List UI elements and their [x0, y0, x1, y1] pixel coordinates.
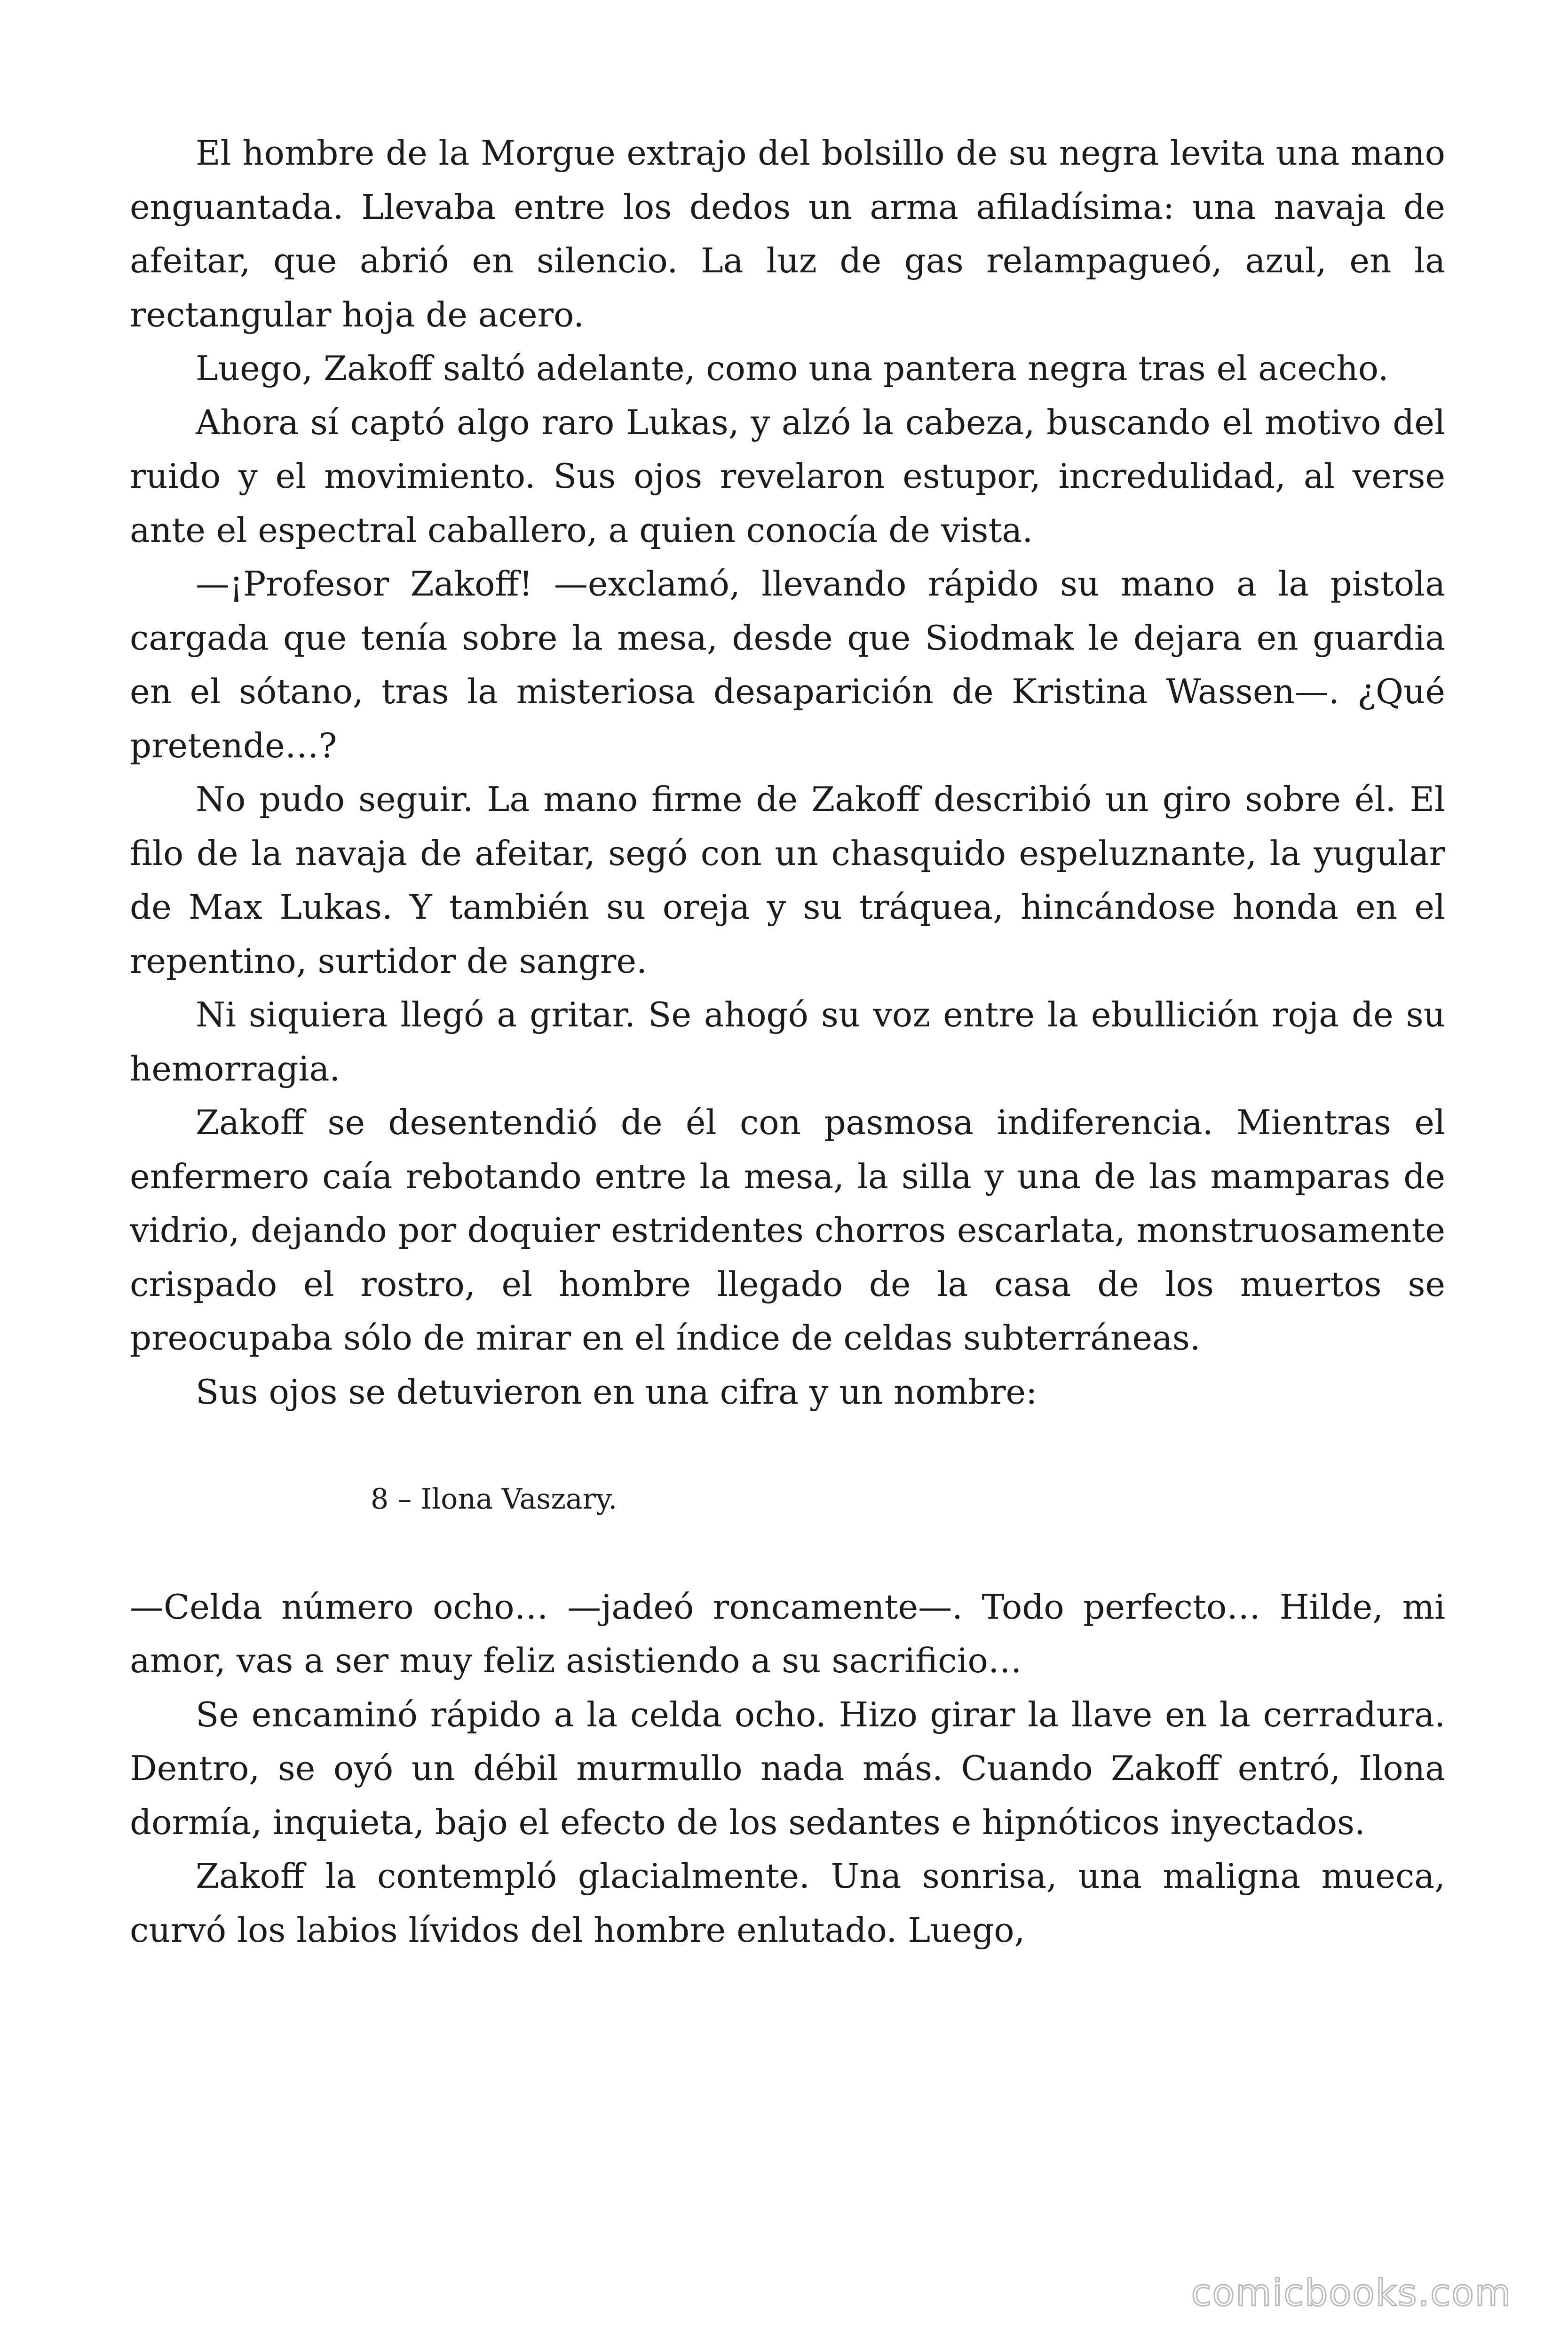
paragraph: Ni siquiera llegó a gritar. Se ahogó su voz entre la ebullición roja de su hemorragia.: [130, 995, 1445, 1089]
cell-index-entry: 8 – Ilona Vaszary.: [371, 1483, 618, 1516]
paragraph: Luego, Zakoff saltó adelante, como una pantera negra tras el acecho.: [196, 349, 1389, 388]
paragraph: —¡Profesor Zakoff! —exclamó, llevando rápido su mano a la pistola cargada que tenía sobre la mesa, desde que Siodmak le dejara en guardia en el sótano, tras la misteriosa desaparición de Kristina Wassen—. ¿Qué pretende…?: [130, 564, 1445, 765]
paragraph: Ahora sí captó algo raro Lukas, y alzó la cabeza, buscando el motivo del ruido y el movimiento. Sus ojos revelaron estupor, incredulidad, al verse ante el espectral caballero, a quien conocía de vista.: [130, 402, 1445, 550]
body-text: [130, 126, 1445, 1957]
paragraph: Zakoff se desentendió de él con pasmosa indiferencia. Mientras el enfermero caía rebotando entre la mesa, la silla y una de las mamparas de vidrio, dejando por doquier estridentes chorros escarlata, monstruosamente crispado el rostro, el hombre llegado de la casa de los muertos se preocupaba sólo de mirar en el índice de celdas subterráneas.: [130, 1103, 1445, 1358]
paragraph: —Celda número ocho… —jadeó roncamente—. Todo perfecto… Hilde, mi amor, vas a ser muy feliz asistiendo a su sacrificio…: [130, 1587, 1445, 1680]
paragraph: Sus ojos se detuvieron en una cifra y un nombre:: [196, 1372, 1037, 1412]
paragraph: Se encaminó rápido a la celda ocho. Hizo girar la llave en la cerradura. Dentro, se oyó un débil murmullo nada más. Cuando Zakoff entró, Ilona dormía, inquieta, bajo el efecto de los sedantes e hipnóticos inyectados.: [130, 1694, 1445, 1842]
watermark: comicbooks.com: [1191, 2272, 1512, 2314]
paragraph: No pudo seguir. La mano firme de Zakoff describió un giro sobre él. El filo de la navaja de afeitar, segó con un chasquido espeluznante, la yugular de Max Lukas. Y también su oreja y su tráquea, hincándose honda en el repentino, surtidor de sangre.: [130, 779, 1445, 981]
paragraph: Zakoff la contempló glacialmente. Una sonrisa, una maligna mueca, curvó los labios lívidos del hombre enlutado. Luego,: [130, 1856, 1445, 1950]
paragraph: El hombre de la Morgue extrajo del bolsillo de su negra levita una mano enguantada. Llevaba entre los dedos un arma afiladísima: una navaja de afeitar, que abrió en silencio. La luz de gas relampagueó, azul, en la rectangular hoja de acero.: [130, 133, 1445, 334]
